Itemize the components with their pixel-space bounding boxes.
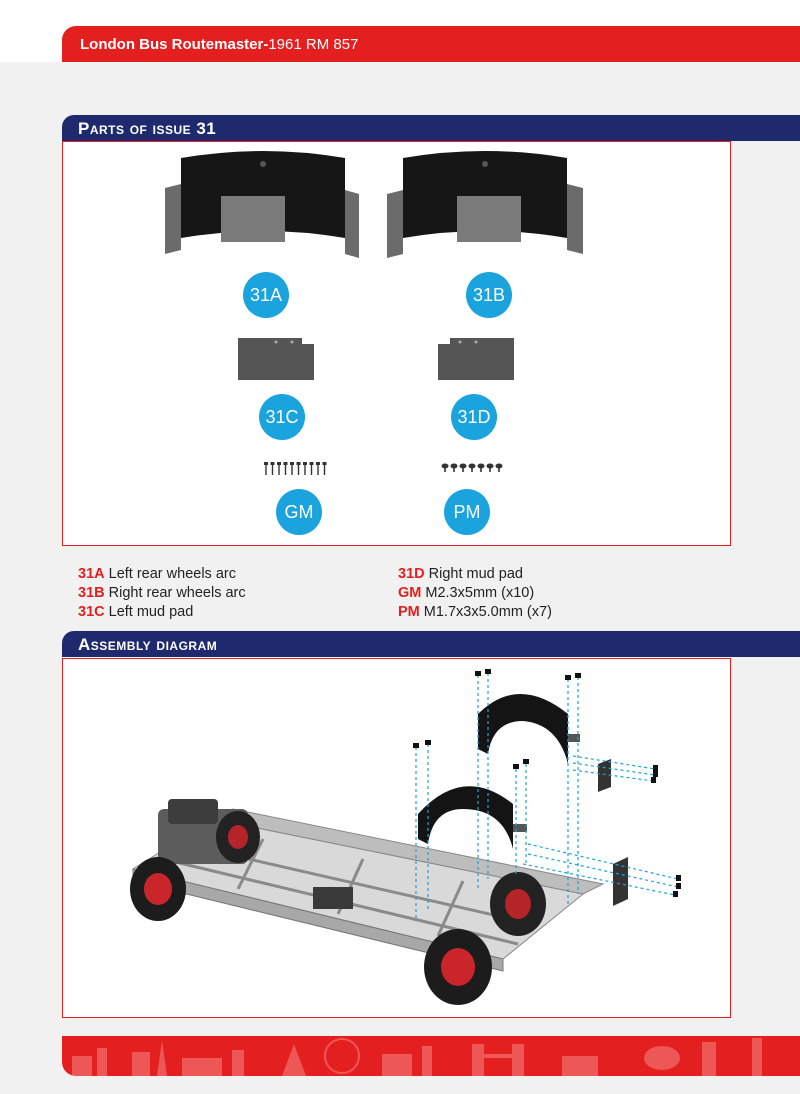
screws-gm-illustration <box>263 462 329 478</box>
assembly-frame <box>62 658 731 1018</box>
part-31b-illustration <box>385 150 585 260</box>
part-31d-illustration <box>436 336 516 382</box>
page-header <box>62 26 800 62</box>
assembly-diagram-illustration <box>63 659 729 1016</box>
badge-gm: GM <box>276 489 322 535</box>
badge-pm: PM <box>444 489 490 535</box>
parts-section-title: Parts of issue 31 <box>78 119 217 138</box>
header-title-bold: London Bus Routemaster- <box>80 35 269 53</box>
parts-section-heading <box>62 115 800 141</box>
legend-item: PM M1.7x3x5.0mm (x7) <box>398 604 552 620</box>
screws-pm-illustration <box>441 463 505 475</box>
part-31c-illustration <box>236 336 316 382</box>
badge-31a: 31A <box>243 272 289 318</box>
legend-item: 31C Left mud pad <box>78 604 194 620</box>
part-31a-illustration <box>163 150 363 260</box>
legend-item: 31A Left rear wheels arc <box>78 566 236 582</box>
badge-31c: 31C <box>259 394 305 440</box>
legend-column-right <box>398 565 552 622</box>
legend-item: 31B Right rear wheels arc <box>78 585 246 601</box>
badge-31d: 31D <box>451 394 497 440</box>
legend-item: GM M2.3x5mm (x10) <box>398 585 535 601</box>
legend-column-left <box>78 565 246 622</box>
legend-item: 31D Right mud pad <box>398 566 523 582</box>
parts-frame <box>62 141 731 546</box>
badge-31b: 31B <box>466 272 512 318</box>
footer-skyline-band <box>62 1036 800 1076</box>
london-skyline-graphic <box>62 1036 800 1076</box>
assembly-section-title: Assembly diagram <box>78 635 218 654</box>
assembly-section-heading <box>62 631 800 657</box>
header-title-model: 1961 RM 857 <box>268 35 359 53</box>
